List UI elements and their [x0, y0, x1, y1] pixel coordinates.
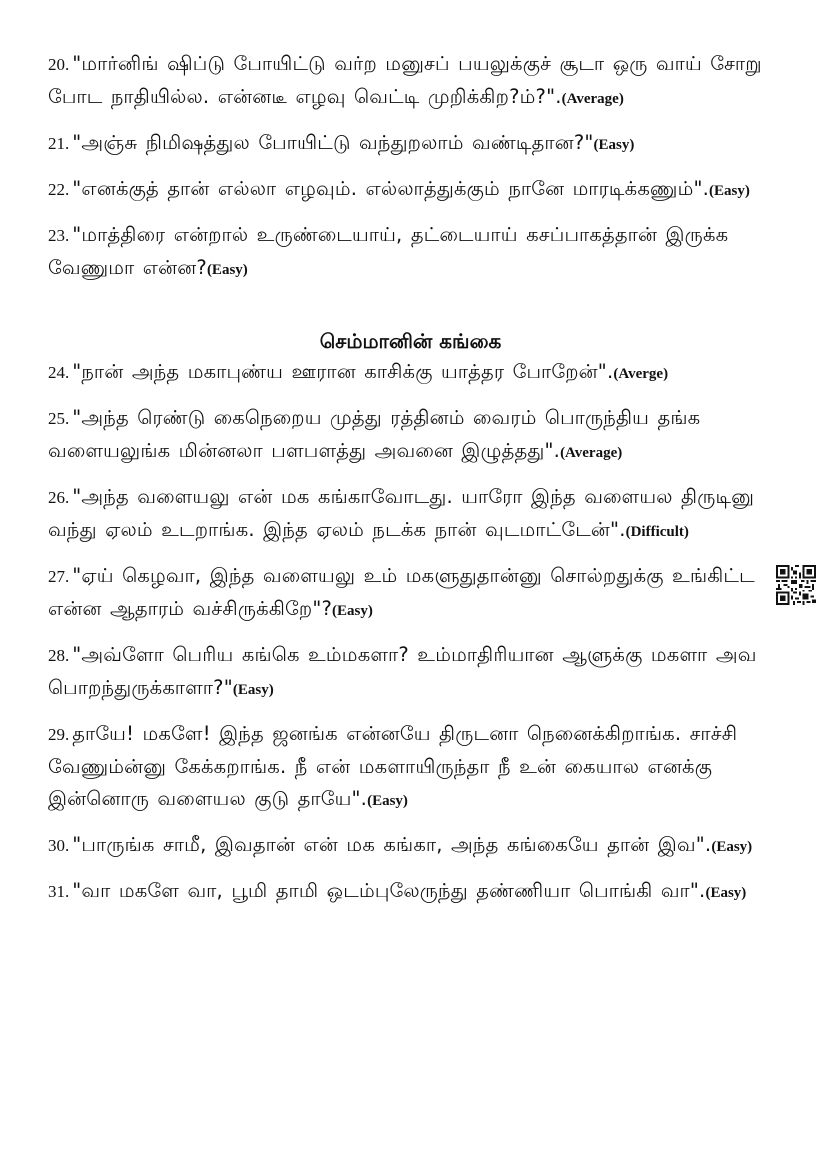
question-text: "ஏய் கெழவா, இந்த வளையலு உம் மகளுதுதான்னு சொல்றதுக்கு உங்கிட்ட என்ன ஆதாரம் வச்சிருக்கிறே"? [48, 564, 755, 620]
question-text: "அந்த ரெண்டு கைநெறைய முத்து ரத்தினம் வைரம் பொருந்திய தங்க வளையலுங்க மின்னலா பளபளத்து அவனை இழுத்தது". [48, 406, 701, 462]
qr-code-icon [776, 565, 816, 605]
difficulty-label: (Easy) [709, 183, 750, 199]
question-item [48, 48, 773, 115]
question-item [48, 127, 773, 161]
question-text: "மாத்திரை என்றால் உருண்டையாய், தட்டையாய் கசப்பாகத்தான் இருக்க வேணுமா என்ன? [48, 223, 729, 279]
question-item [48, 356, 773, 390]
section-heading: செம்மானின் கங்கை [319, 329, 502, 353]
question-text: "அஞ்சு நிமிஷத்துல போயிட்டு வந்துறலாம் வண்டிதான?" [72, 131, 594, 154]
question-text: "நான் அந்த மகாபுண்ய ஊரான காசிக்கு யாத்தர போறேன்". [72, 360, 614, 383]
question-text: "அந்த வளையலு என் மக கங்காவோடது. யாரோ இந்த வளையல திருடினு வந்து ஏலம் உடறாங்க. இந்த ஏலம் நடக்க நான் வுடமாட்டேன்". [48, 485, 755, 541]
question-item [48, 560, 773, 627]
question-text: "எனக்குத் தான் எல்லா எழவும். எல்லாத்துக்கும் நானே மாரடிக்கணும்". [72, 177, 710, 200]
difficulty-label: (Easy) [705, 885, 747, 901]
question-item [48, 173, 773, 207]
question-list [48, 48, 773, 921]
question-item [48, 402, 773, 469]
question-number: 23. [48, 226, 70, 245]
question-number: 22. [48, 180, 70, 199]
question-group-bottom [48, 356, 773, 909]
difficulty-label: (Averge) [613, 366, 669, 382]
question-number: 29. [48, 725, 70, 744]
question-number: 25. [48, 409, 70, 428]
question-text: "மார்னிங் ஷிப்டு போயிட்டு வர்ற மனுசப் பயலுக்குச் சூடா ஒரு வாய் சோறு போட நாதியில்ல. என்னடீ எழவு வெட்டி முறிக்கிற?ம்?". [48, 52, 762, 108]
question-item [48, 718, 773, 817]
difficulty-label: (Easy) [593, 137, 635, 153]
question-number: 31. [48, 882, 70, 901]
question-number: 28. [48, 646, 70, 665]
difficulty-label: (Average) [560, 445, 623, 461]
question-item [48, 219, 773, 286]
difficulty-label: (Average) [561, 91, 624, 107]
difficulty-label: (Easy) [206, 262, 248, 278]
question-number: 30. [48, 836, 70, 855]
question-text: "பாருங்க சாமீ, இவதான் என் மக கங்கா, அந்த கங்கையே தான் இவ". [72, 833, 712, 856]
question-item [48, 481, 773, 548]
question-group-top [48, 48, 773, 286]
question-number: 24. [48, 363, 70, 382]
question-text: "அவ்ளோ பெரிய கங்கெ உம்மகளா? உம்மாதிரியான ஆளுக்கு மகளா அவ பொறந்துருக்காளா?" [48, 643, 757, 699]
question-number: 26. [48, 488, 70, 507]
question-text: தாயே! மகளே! இந்த ஜனங்க என்னயே திருடனா நெனைக்கிறாங்க. சாச்சி வேணும்ன்னு கேக்கறாங்க. நீ என் மகளாயிருந்தா நீ உன் கையால எனக்கு இன்னொரு வளையல குடு தாயே". [48, 722, 738, 810]
difficulty-label: (Easy) [367, 793, 408, 809]
question-number: 27. [48, 567, 70, 586]
difficulty-label: (Easy) [711, 839, 753, 855]
question-item [48, 875, 773, 909]
difficulty-label: (Difficult) [625, 524, 689, 540]
difficulty-label: (Easy) [332, 603, 373, 619]
question-text: "வா மகளே வா, பூமி தாமி ஒடம்புலேருந்து தண்ணியா பொங்கி வா". [72, 879, 706, 902]
question-item [48, 829, 773, 863]
question-number: 21. [48, 134, 70, 153]
question-number: 20. [48, 55, 70, 74]
difficulty-label: (Easy) [232, 682, 274, 698]
question-item [48, 639, 773, 706]
